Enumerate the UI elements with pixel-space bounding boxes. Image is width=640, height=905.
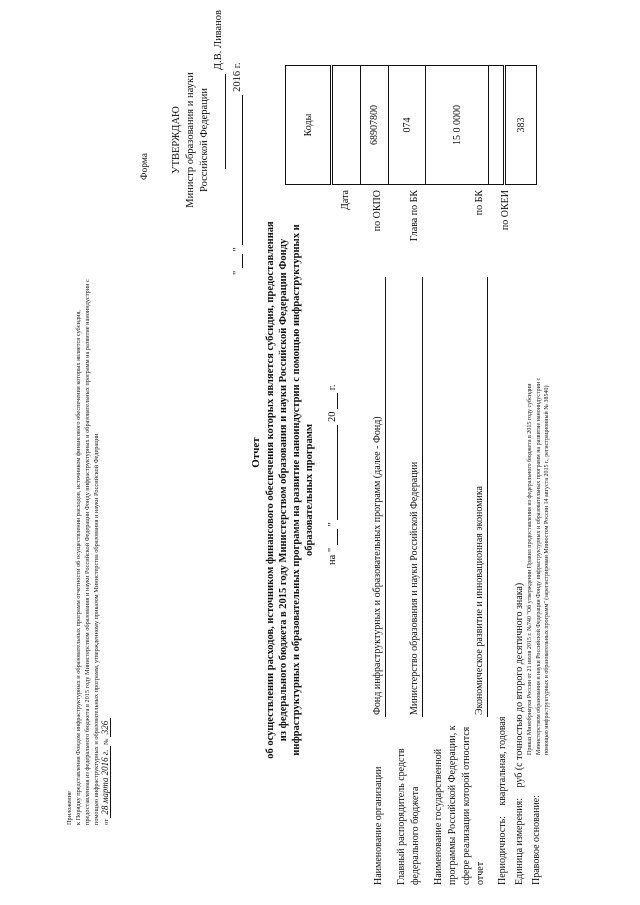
- approval-signer: Д.В. Ливанов: [213, 10, 224, 71]
- codes-header: Коды: [286, 66, 332, 185]
- report-day-blank: [337, 529, 338, 545]
- appendix-heading: Приложение: [66, 791, 73, 825]
- report-period-line: [327, 385, 338, 566]
- code-glava: 074: [389, 66, 426, 185]
- approval-title: УТВЕРЖДАЮ: [171, 106, 182, 174]
- row-organization-label: Наименование организации: [373, 766, 384, 885]
- okpo-label: по ОКПО: [372, 190, 383, 232]
- report-year-suffix: г.: [327, 384, 338, 391]
- order-number: 326: [101, 718, 111, 738]
- okei-label: по ОКЕИ: [500, 190, 511, 231]
- approval-block: [170, 10, 226, 270]
- report-year-blank: [337, 393, 338, 409]
- legal-basis-text: Приказ Минобрнауки России от 21 июля 2015 г. №740 "Об утверждении Правил предоставления из федерального бюджета в 2015 году субсидии Министерством образования и науки Российской Федерации Фонду инфраструктурных и образовательных программ на развитие наноиндустрии с помощью инфраструктурных и образовательных программ" (зарегистрирован Минюстом России 14 августа 2015 г., регистрационный № 38540): [527, 377, 550, 755]
- glava-label: Глава по БК: [409, 190, 420, 242]
- row-manager-label: Главный распорядитель средств федерального бюджета: [396, 748, 421, 885]
- row-organization-line: [385, 277, 386, 717]
- order-prefix: от: [103, 819, 110, 825]
- approval-year: 2016 г.: [232, 62, 243, 92]
- row-periodicity: [496, 717, 510, 885]
- order-no-prefix: №: [103, 738, 110, 745]
- report-word: Отчет: [250, 437, 262, 468]
- approval-date-open-quote: ": [232, 270, 243, 275]
- periodicity-label: Периодичность:: [497, 816, 508, 885]
- approval-position-line1: Министр образования и науки: [185, 72, 196, 208]
- unit-label: Единица измерения:: [514, 798, 525, 885]
- form-label: Форма: [140, 152, 150, 180]
- code-extra: [489, 66, 505, 185]
- row-program-value: Экономическое развитие и инновационная экономика: [474, 486, 485, 715]
- row-unit: [513, 583, 527, 885]
- bk-label: по БК: [474, 190, 485, 216]
- approval-month-blank: [242, 95, 243, 245]
- code-okei: 383: [505, 66, 537, 185]
- report-on-label: на ": [327, 547, 338, 565]
- unit-value: руб (с точностью до второго десятичного знака): [514, 582, 525, 788]
- date-code-label: Дата: [340, 190, 351, 210]
- report-title: об осуществлении расходов, источником финансового обеспечения которых является субсидия, предоставленная из федерального бюджета в 2015 году Министерством образования и науки Российской Федерации Фонду инфраструктурных и образовательных программ на развитие наноиндустрии с помощью инфраструктурных и образовательных программ: [265, 221, 315, 759]
- appendix-text: к Порядку представления Фондом инфраструктурных и образовательных программ отчетности об осуществлении расходов, источником финансового обеспечения которых является субсидия, предоставленная из федерального бюджета в 2015 году Министерством образования и науки Российской Федерации Фонду инфраструктурных и образовательных программ на развитие наноиндустрии с помощью инфраструктурных и образовательных программ, утвержденному приказом Министерства образования и науки Российской Федерации: [75, 279, 100, 825]
- row-manager-value: Министерство образования и науки Российской Федерации: [409, 461, 420, 715]
- row-program-line: [487, 277, 488, 717]
- report-month-blank: [337, 425, 338, 520]
- row-program-label: Наименование государственной программы Российской Федерации, к сфере реализации которой относится отчет: [433, 725, 486, 885]
- approval-date-close-quote: ": [232, 247, 243, 252]
- code-bk: 15 0 0000: [426, 66, 489, 185]
- appendix-note: [65, 265, 111, 825]
- code-okpo: 68907800: [361, 66, 389, 185]
- report-on-quote: ": [327, 522, 338, 527]
- row-manager-line: [422, 277, 423, 717]
- codes-table: [285, 65, 537, 185]
- periodicity-value: квартальная, годовая: [497, 716, 508, 806]
- order-date: 28 марта 2016 г.: [101, 746, 111, 817]
- code-date: [332, 66, 361, 185]
- approval-date: [232, 63, 243, 275]
- row-organization-value: Фонд инфраструктурных и образовательных программ (далее - Фонд): [372, 416, 383, 715]
- signature-line: [225, 74, 226, 169]
- legal-basis-label: Правовое основание:: [531, 794, 542, 885]
- report-year-prefix: 20: [327, 411, 338, 422]
- appendix-order-line: [101, 265, 111, 825]
- approval-position-line2: Российской Федерации: [199, 88, 210, 192]
- approval-day-blank: [242, 254, 243, 268]
